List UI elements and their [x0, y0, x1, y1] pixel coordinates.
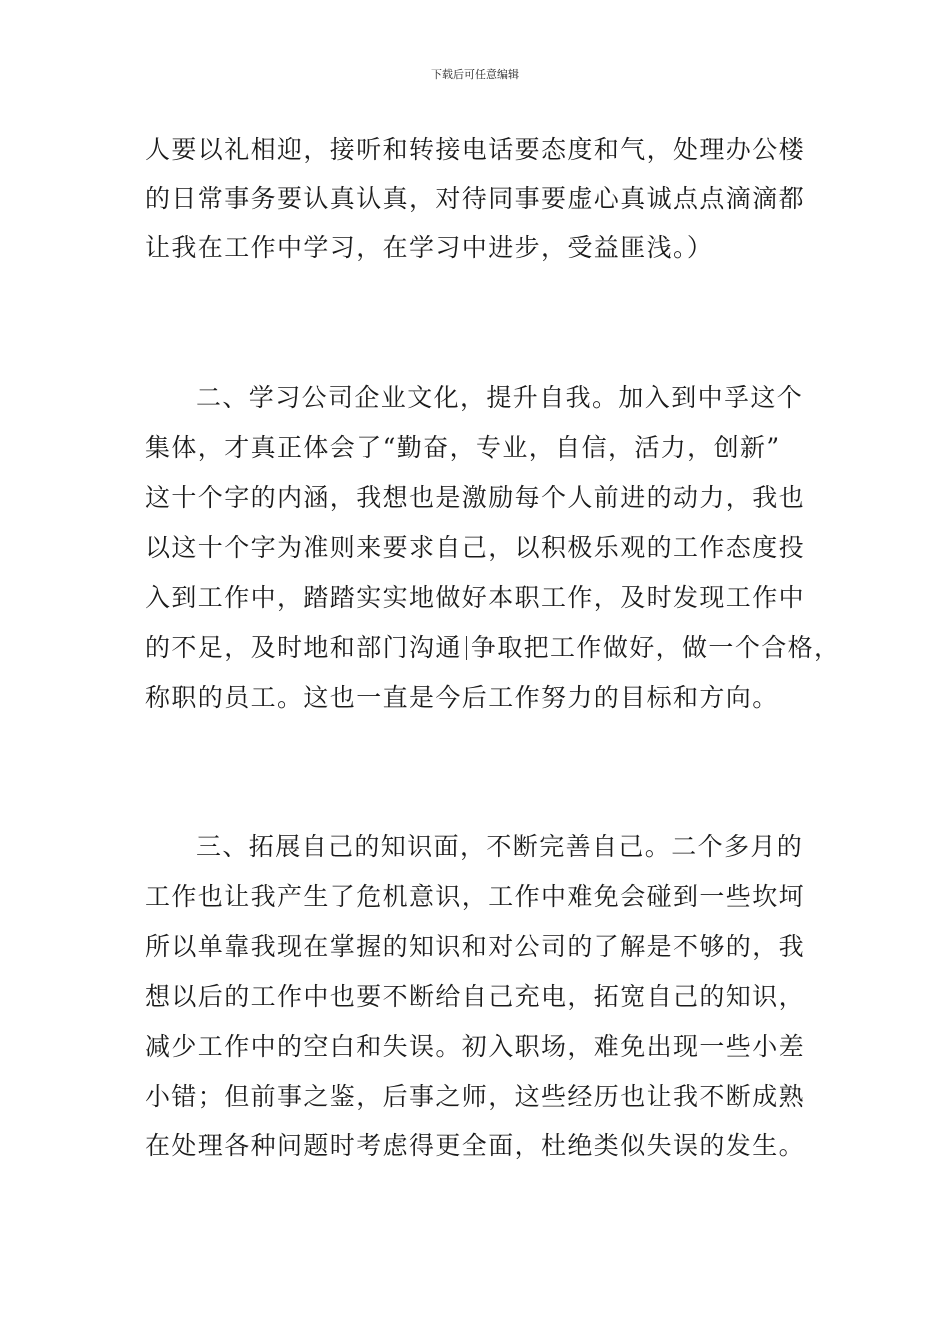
paragraph-2-line-6-part-1: 的不足，及时地和部门沟通 — [145, 633, 462, 662]
paragraph-2-line-3: 这十个字的内涵，我想也是激励每个人前进的动力，我也 — [145, 483, 806, 512]
page-header: 下载后可任意编辑 — [431, 68, 519, 81]
paragraph-1-line-2: 的日常事务要认真认真，对待同事要虚心真诚点点滴滴都 — [145, 184, 806, 213]
paragraph-3-line-2: 工作也让我产生了危机意识，工作中难免会碰到一些坎坷 — [145, 882, 806, 911]
paragraph-3-line-1: 三、拓展自己的知识面，不断完善自己。二个多月的 — [196, 832, 804, 861]
paragraph-3-line-4: 想以后的工作中也要不断给自己充电，拓宽自己的知识， — [145, 982, 806, 1011]
paragraph-3-line-6: 小错；但前事之鉴，后事之师，这些经历也让我不断成熟 — [145, 1082, 806, 1111]
paragraph-1-line-3: 让我在工作中学习，在学习中进步，受益匪浅。） — [145, 233, 714, 262]
paragraph-3-line-5: 减少工作中的空白和失误。初入职场，难免出现一些小差 — [145, 1032, 806, 1061]
paragraph-2-line-7: 称职的员工。这也一直是今后工作努力的目标和方向。 — [145, 683, 779, 712]
paragraph-2-line-5: 入到工作中，踏踏实实地做好本职工作，及时发现工作中 — [145, 583, 806, 612]
paragraph-3-line-7: 在处理各种问题时考虑得更全面，杜绝类似失误的发生。 — [145, 1131, 806, 1160]
paragraph-2-line-2: 集体，才真正体会了“勤奋，专业，自信，活力，创新” — [145, 433, 781, 462]
paragraph-2-line-6 — [145, 633, 841, 663]
text-cursor — [466, 636, 467, 660]
paragraph-2-line-4: 以这十个字为准则来要求自己，以积极乐观的工作态度投 — [145, 533, 806, 562]
paragraph-3-line-3: 所以单靠我现在掌握的知识和对公司的了解是不够的，我 — [145, 932, 806, 961]
paragraph-2-line-6-part-2: 争取把工作做好，做一个合格， — [470, 633, 841, 662]
paragraph-2-line-1: 二、学习公司企业文化，提升自我。加入到中孚这个 — [196, 383, 804, 412]
paragraph-1-line-1: 人要以礼相迎，接听和转接电话要态度和气，处理办公楼 — [145, 135, 806, 164]
